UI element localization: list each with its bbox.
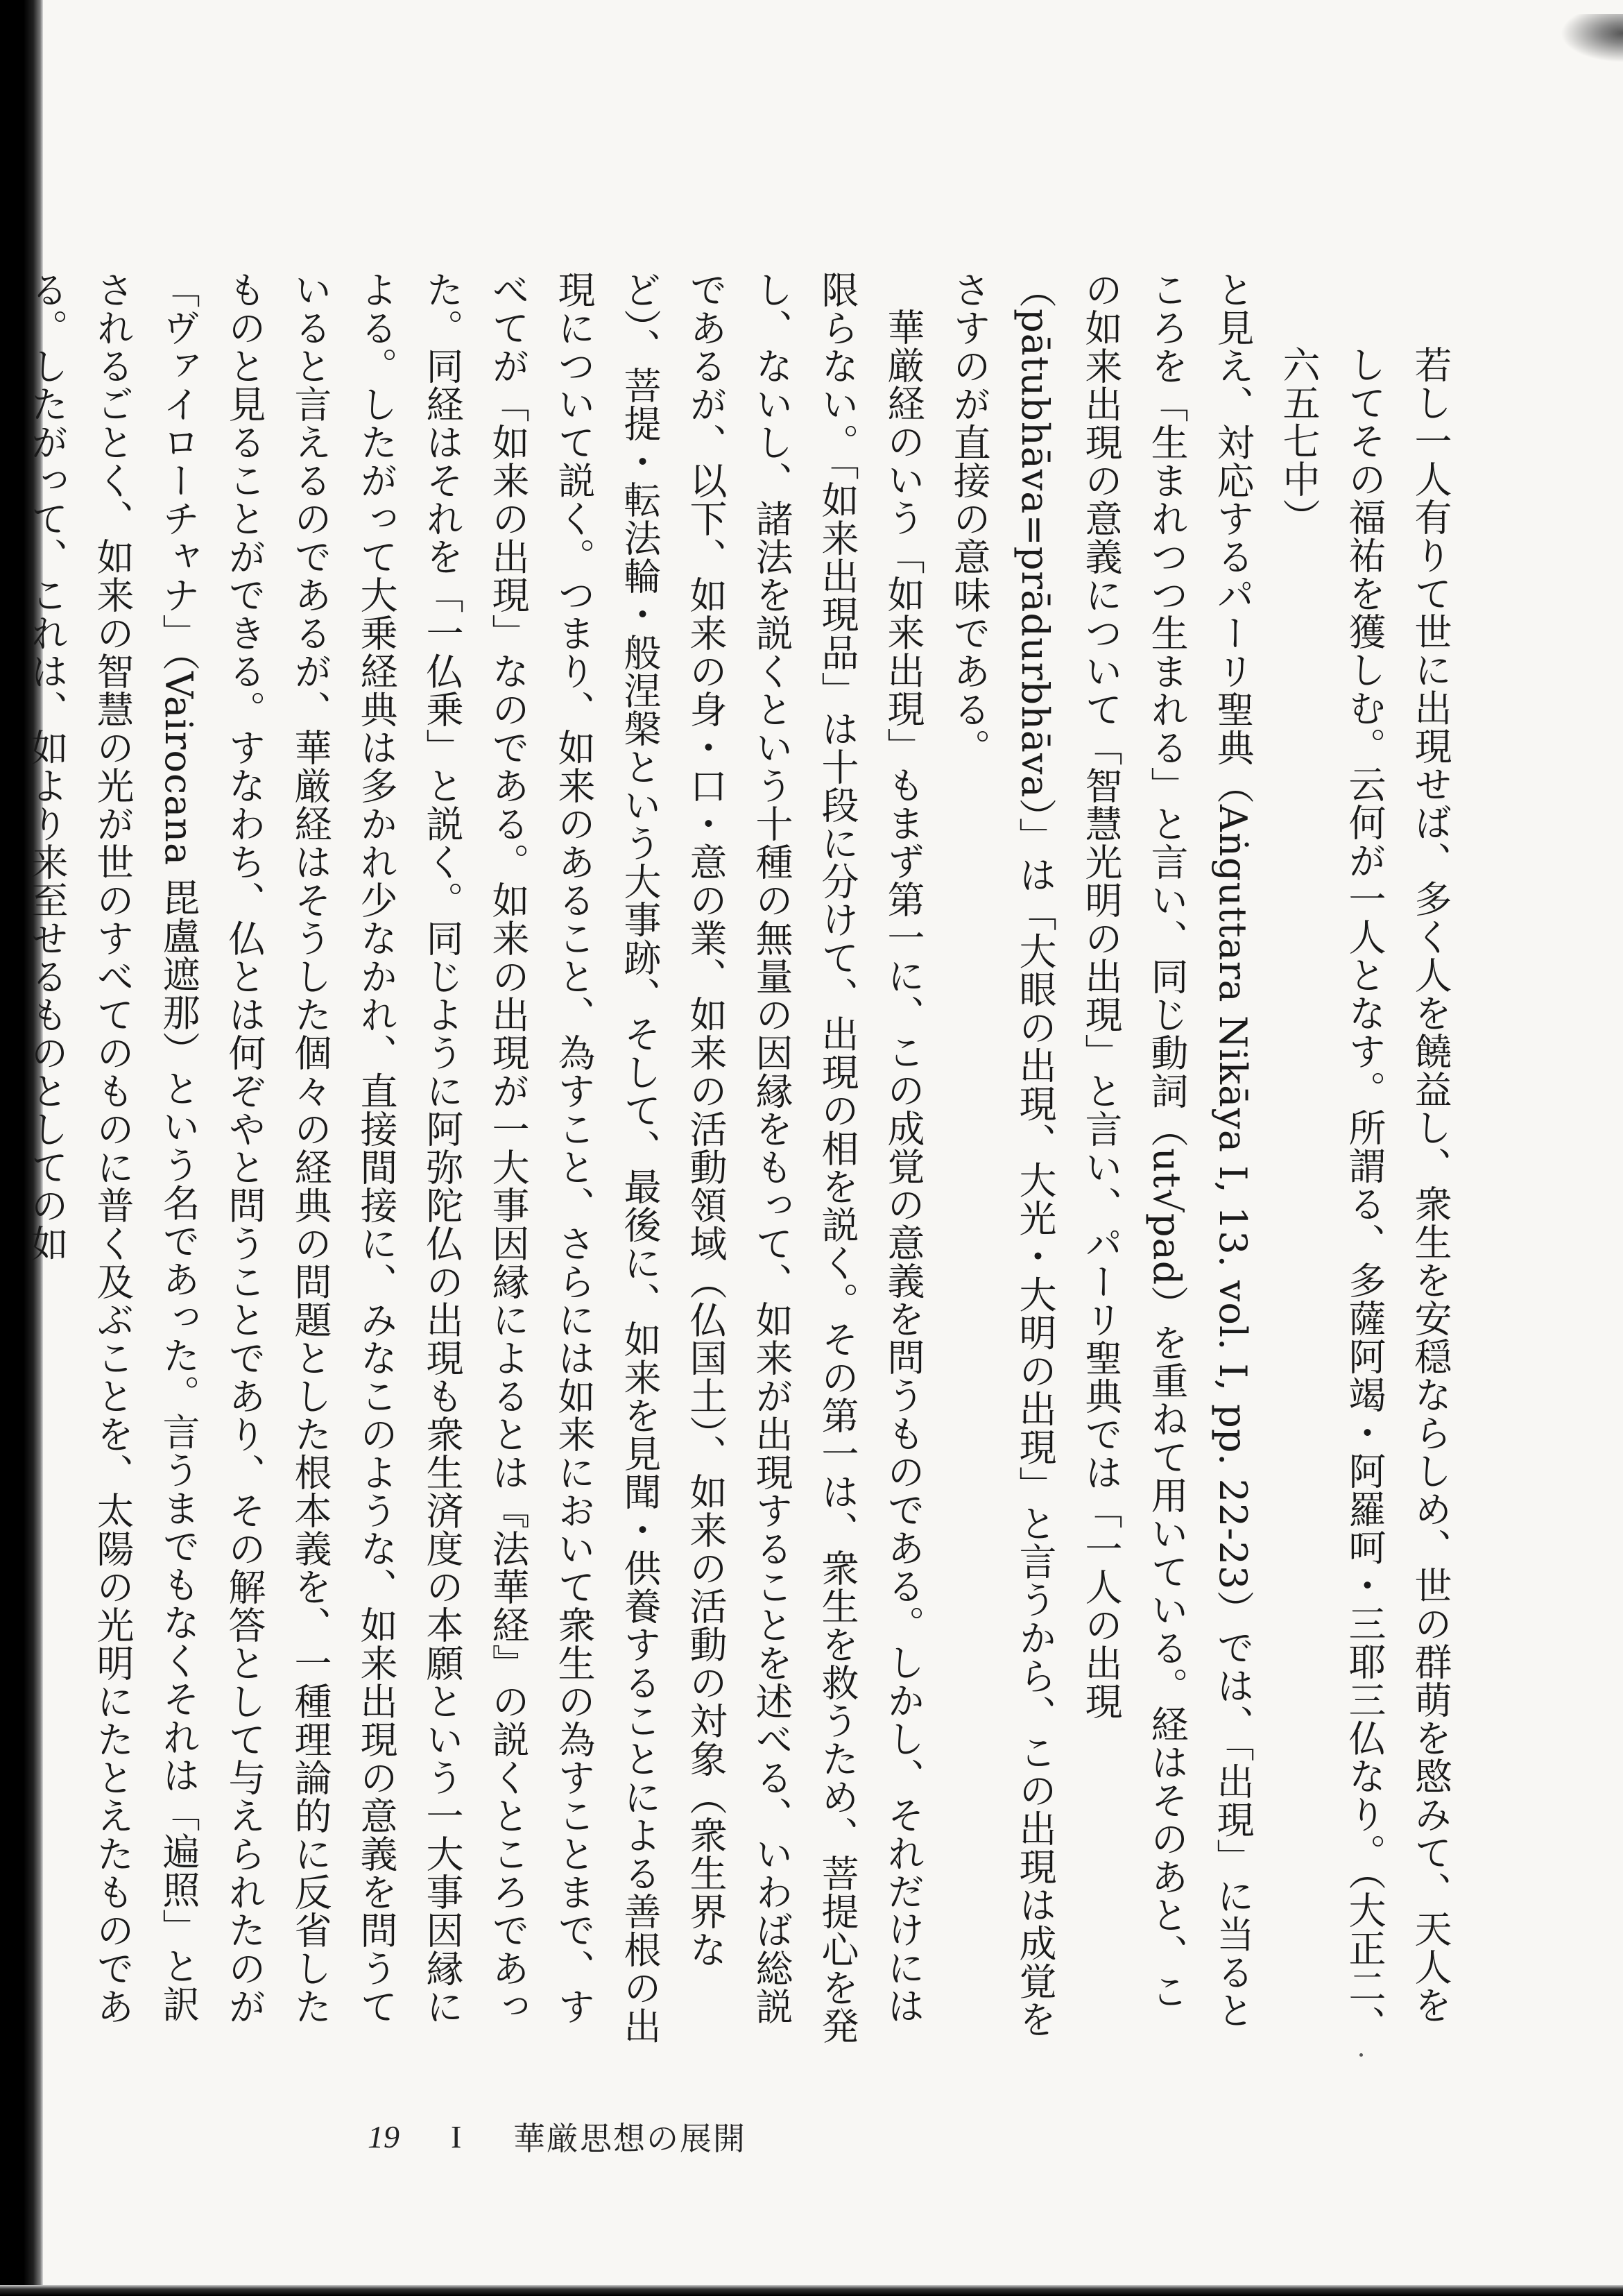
page-curl-shadow: [1561, 14, 1623, 62]
scan-speck: [1359, 2053, 1363, 2057]
sutra-quotation: 若し一人有りて世に出現せば、多く人を饒益し、衆生を安穏ならしめ、世の群萌を愍みて、天人をしてその福祐を獲しむ。云何が一人となす。所謂る、多薩阿竭・阿羅呵・三耶三仏なり。（大正二、六五七中）: [1277, 345, 1452, 2044]
running-chapter-title: 華厳思想の展開: [513, 2120, 746, 2157]
page-number: 19: [368, 2118, 400, 2154]
paragraph-continuation: と見え、対応するパーリ聖典（Aṅguttara Nikāya I, 13. vol. I, pp. 22-23）では、「出現」に当るところを「生まれつつ生まれる」と言い、同じ動詞（ut√pad）を重ねて用いている。経はそのあと、この如来出現の意義について「智慧光明の出現」と言い、パーリ聖典では「一人の出現（pātubhāva=prādurbhāva）」は「大眼の出現、大光・大明の出現」と言うから、この出現は成覚をさすのが直接の意味である。: [947, 271, 1255, 2039]
page-footer: [368, 2116, 746, 2157]
part-numeral: I: [451, 2118, 462, 2154]
scan-border-bottom: [0, 2285, 1623, 2296]
paragraph: 華厳経のいう「如来出現」もまず第一に、この成覚の意義を問うものである。しかし、それだけには限らない。「如来出現品」は十段に分けて、出現の相を説く。その第一は、衆生を救うため、菩提心を発し、ないし、諸法を説くという十種の無量の因縁をもって、如来が出現することを述べる、いわば総説であるが、以下、如来の身・口・意の業、如来の活動領域（仏国土）、如来の活動の対象（衆生界など）、菩提・転法輪・般涅槃という大事跡、そして、最後に、如来を見聞・供養することによる善根の出現について説く。つまり、如来のあること、為すこと、さらには如来において衆生の為すことまで、すべてが「如来の出現」なのである。如来の出現が一大事因縁によるとは『法華経』の説くところであった。同経はそれを「一仏乗」と説く。同じように阿弥陀仏の出現も衆生済度の本願という一大事因縁による。したがって大乗経典は多かれ少なかれ、直接間接に、みなこのような、如来出現の意義を問うていると言えるのであるが、華厳経はそうした個々の経典の問題とした根本義を、一種理論的に反省したものと見ることができる。すなわち、仏とは何ぞやと問うことであり、その解答として与えられたのが「ヴァイローチャナ」（Vairocana 毘盧遮那）という名であった。言うまでもなくそれは「遍照」と訳されるごとく、如来の智慧の光が世のすべてのものに普く及ぶことを、太陽の光明にたとえたものである。したがって、これは、如より来至せるものとしての如: [25, 271, 925, 2045]
vertical-body-text: [25, 271, 1463, 2046]
